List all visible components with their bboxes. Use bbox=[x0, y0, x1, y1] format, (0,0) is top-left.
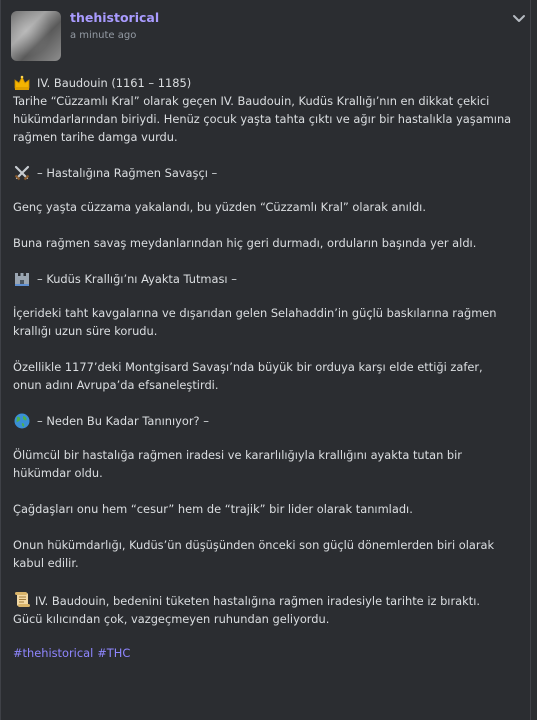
crossed-swords-icon bbox=[13, 164, 31, 182]
section-heading bbox=[13, 270, 513, 288]
avatar[interactable] bbox=[11, 11, 61, 61]
post-closing-text: IV. Baudouin, bedenini tüketen hastalığına rağmen iradesiyle tarihte iz bıraktı. Gücü kılıcından çok, vazgeçmeyen ruhundan geliyordu. bbox=[13, 594, 480, 626]
section-paragraph: Ölümcül bir hastalığa rağmen iradesi ve kararlılığıyla krallığını ayakta tutan bir hükümdar oldu. bbox=[13, 448, 462, 480]
section-heading-text: – Hastalığına Rağmen Savaşçı – bbox=[37, 166, 218, 180]
post-header bbox=[11, 8, 526, 60]
hashtag-row bbox=[13, 644, 513, 662]
section-paragraph: Özellikle 1177’deki Montgisard Savaşı’nda büyük bir orduya karşı elde ettiği zafer, onun adını Avrupa’da efsaneleştirdi. bbox=[13, 360, 483, 392]
scroll-icon bbox=[13, 590, 31, 608]
castle-icon bbox=[13, 270, 31, 288]
post-title: IV. Baudouin (1161 – 1185) bbox=[37, 76, 192, 90]
section-heading-text: – Kudüs Krallığı’nı Ayakta Tutması – bbox=[37, 272, 237, 286]
post-title-row bbox=[13, 74, 513, 92]
hashtag-link[interactable]: #thehistorical bbox=[13, 646, 94, 660]
section-paragraph: Buna rağmen savaş meydanlarından hiç geri durmadı, orduların başında yer aldı. bbox=[13, 236, 477, 250]
globe-icon bbox=[13, 412, 31, 430]
section-heading bbox=[13, 412, 513, 430]
post-closing bbox=[13, 590, 513, 628]
section-paragraph: Genç yaşta cüzzama yakalandı, bu yüzden “Cüzzamlı Kral” olarak anıldı. bbox=[13, 200, 426, 214]
post-body bbox=[13, 74, 513, 662]
section-paragraph: Onun hükümdarlığı, Kudüs’ün düşüşünden önceki son güçlü dönemlerden biri olarak kabul edilir. bbox=[13, 538, 495, 570]
hashtag-link[interactable]: #THC bbox=[97, 646, 131, 660]
post-intro: Tarihe “Cüzzamlı Kral” olarak geçen IV. Baudouin, Kudüs Krallığı’nın en dikkat çekici hükümdarlarından biriydi. Henüz çocuk yaşta tahta çıktı ve ağır bir hastalıkla yaşamına rağmen tarihe damga vurdu. bbox=[13, 94, 512, 144]
section-paragraph: Çağdaşları onu hem “cesur” hem de “trajik” bir lider olarak tanımladı. bbox=[13, 502, 413, 516]
post-timestamp[interactable]: a minute ago bbox=[70, 30, 137, 41]
crown-icon bbox=[13, 74, 31, 92]
section-heading-text: – Neden Bu Kadar Tanınıyor? – bbox=[37, 414, 209, 428]
section-paragraph: İçerideki taht kavgalarına ve dışarıdan gelen Selahaddin’in güçlü baskılarına rağmen krallığı uzun süre korudu. bbox=[13, 306, 497, 338]
post-username[interactable]: thehistorical bbox=[70, 10, 160, 25]
section-heading bbox=[13, 164, 513, 182]
chevron-down-icon[interactable] bbox=[512, 14, 526, 24]
